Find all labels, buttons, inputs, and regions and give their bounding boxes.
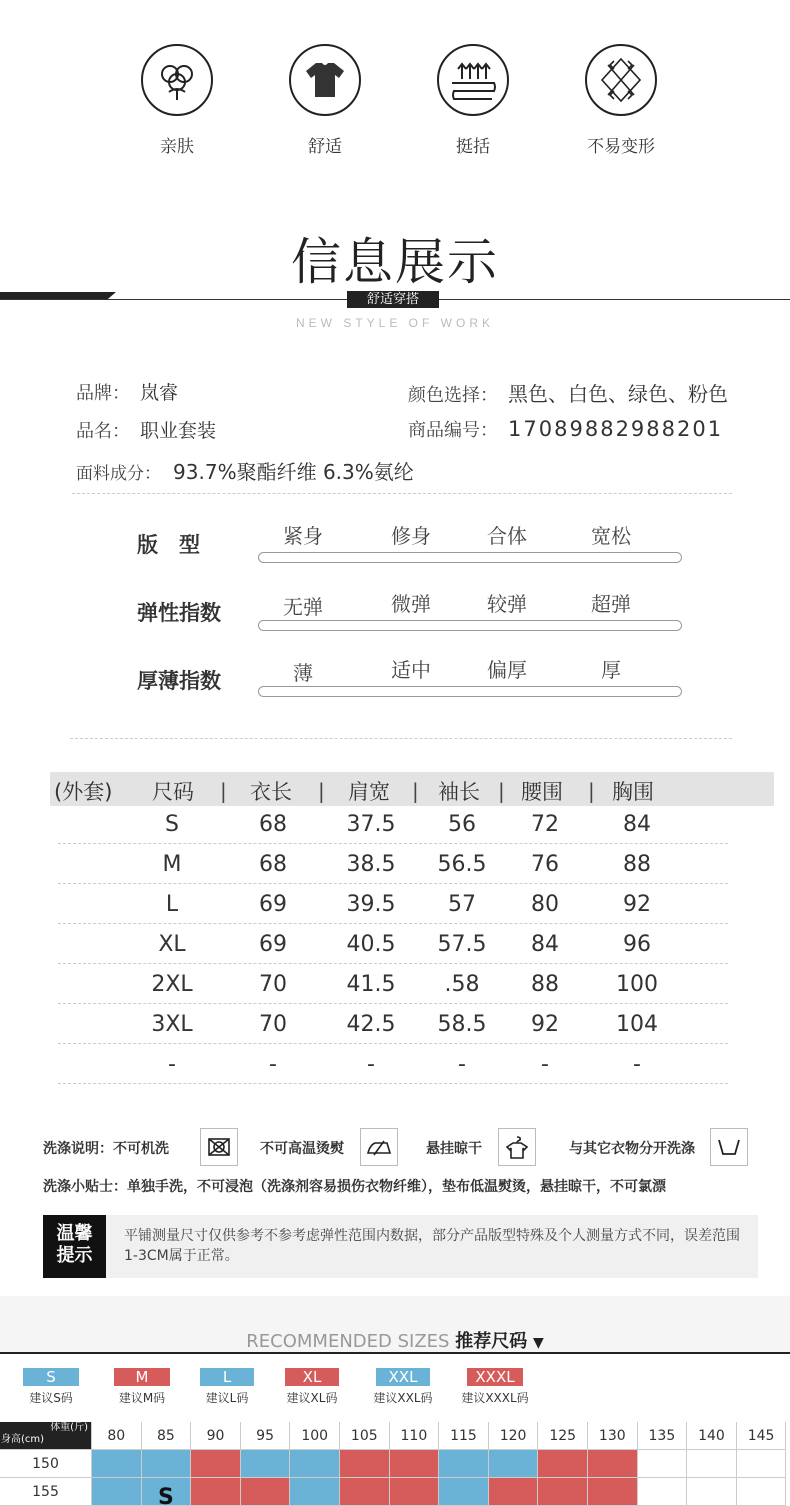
attr-divider bbox=[70, 738, 732, 739]
size-table-cell: 39.5 bbox=[346, 892, 396, 917]
feature-no-deform bbox=[561, 44, 681, 157]
size-table-cell: 100 bbox=[616, 972, 658, 997]
weight-header-cell: 110 bbox=[390, 1422, 440, 1450]
table-row-divider bbox=[58, 1043, 728, 1044]
chevron-down-icon: ▼ bbox=[532, 1335, 544, 1351]
attr-elastic-option-3: 超弹 bbox=[591, 592, 631, 616]
feature-skin-friendly bbox=[117, 44, 237, 157]
size-table-cell: 58.5 bbox=[437, 1012, 487, 1037]
size-table-cell: 2XL bbox=[151, 972, 193, 997]
size-table-cell: 56 bbox=[448, 812, 476, 837]
size-table-cell: M bbox=[162, 852, 182, 877]
grid-cell bbox=[439, 1478, 489, 1506]
grid-cell bbox=[489, 1450, 539, 1478]
notice-badge bbox=[43, 1215, 106, 1278]
size-table-cell: - bbox=[541, 1052, 549, 1077]
size-legend-item bbox=[370, 1368, 436, 1406]
grid-corner bbox=[0, 1422, 92, 1450]
size-table-cell: XL bbox=[158, 932, 186, 957]
size-table-cell: - bbox=[269, 1052, 277, 1077]
header-separator: | bbox=[220, 779, 227, 803]
header-separator: | bbox=[498, 779, 505, 803]
grid-cell bbox=[737, 1478, 787, 1506]
hang-dry-icon bbox=[498, 1128, 536, 1166]
cotton-icon bbox=[141, 44, 213, 116]
grid-cell bbox=[142, 1450, 192, 1478]
size-table-cell: 96 bbox=[623, 932, 651, 957]
size-legend-badge: XL bbox=[285, 1368, 339, 1386]
fabric-value: 93.7%聚酯纤维 6.3%氨纶 bbox=[173, 460, 414, 484]
size-table-cell: 40.5 bbox=[346, 932, 396, 957]
size-table-cell: 80 bbox=[531, 892, 559, 917]
info-divider bbox=[72, 493, 732, 494]
size-table-cell: 3XL bbox=[151, 1012, 193, 1037]
grid-cell bbox=[588, 1478, 638, 1506]
size-legend-suggest: 建议XL码 bbox=[286, 1391, 338, 1405]
attr-label-thickness: 厚薄指数 bbox=[137, 669, 221, 693]
attr-thick-option-1: 适中 bbox=[391, 658, 431, 682]
wash-tip: 洗涤小贴士：单独手洗，不可浸泡（洗涤剂容易损伤衣物纤维），垫布低温熨烫，悬挂晾干，不可氯漂 bbox=[43, 1179, 666, 1195]
feature-label: 挺括 bbox=[456, 137, 490, 157]
separate-wash-icon bbox=[710, 1128, 748, 1166]
size-legend-suggest: 建议XXL码 bbox=[373, 1391, 433, 1405]
size-legend-suggest: 建议L码 bbox=[205, 1391, 249, 1405]
color-key: 颜色选择： bbox=[408, 385, 498, 406]
section-english: NEW STYLE OF WORK bbox=[295, 316, 494, 330]
size-table-cell: 104 bbox=[616, 1012, 658, 1037]
feature-label: 不易变形 bbox=[587, 137, 655, 157]
table-row-divider bbox=[58, 923, 728, 924]
size-table-header-chest: 胸围 bbox=[612, 780, 654, 804]
size-table-cell: 68 bbox=[259, 812, 287, 837]
size-table-header-garment: (外套) bbox=[54, 780, 113, 804]
header-separator: | bbox=[412, 779, 419, 803]
size-table-cell: 72 bbox=[531, 812, 559, 837]
weight-header-cell: 105 bbox=[340, 1422, 390, 1450]
grid-cell bbox=[687, 1450, 737, 1478]
weight-header-cell: 130 bbox=[588, 1422, 638, 1450]
size-table-cell: 38.5 bbox=[346, 852, 396, 877]
size-table-cell: - bbox=[458, 1052, 466, 1077]
grid-cell bbox=[241, 1450, 291, 1478]
feature-comfortable bbox=[265, 44, 385, 157]
table-row-divider bbox=[58, 883, 728, 884]
wash-label-separate: 与其它衣物分开洗涤 bbox=[569, 1141, 695, 1157]
attr-fit-track bbox=[258, 552, 682, 563]
attr-thick-option-2: 偏厚 bbox=[487, 658, 527, 682]
attr-fit-option-0: 紧身 bbox=[283, 524, 323, 548]
size-legend-suggest: 建议XXXL码 bbox=[461, 1391, 529, 1405]
attr-fit-option-3: 宽松 bbox=[591, 524, 631, 548]
feature-label: 亲肤 bbox=[160, 137, 194, 157]
tshirt-icon bbox=[289, 44, 361, 116]
recommended-line bbox=[0, 1352, 790, 1354]
code-key: 商品编号： bbox=[408, 420, 498, 441]
weight-header-cell: 80 bbox=[92, 1422, 142, 1450]
attr-elastic-option-0: 无弹 bbox=[283, 595, 323, 619]
weight-header-cell: 85 bbox=[142, 1422, 192, 1450]
info-fabric bbox=[76, 456, 414, 485]
size-table-header-sleeve: 袖长 bbox=[438, 780, 480, 804]
size-table-header-size: 尺码 bbox=[152, 780, 194, 804]
attr-thick-track bbox=[258, 686, 682, 697]
size-table-cell: 70 bbox=[259, 972, 287, 997]
code-value: 17089882988201 bbox=[508, 417, 724, 441]
grid-cell bbox=[340, 1478, 390, 1506]
grid-cell bbox=[290, 1478, 340, 1506]
notice-text: 平铺测量尺寸仅供参考不参考虑弹性范围内数据，部分产品版型特殊及个人测量方式不同，误差范围1-3CM属于正常。 bbox=[124, 1228, 740, 1264]
size-table-cell: 42.5 bbox=[346, 1012, 396, 1037]
size-legend-badge: L bbox=[200, 1368, 254, 1386]
size-legend-item bbox=[461, 1368, 529, 1406]
size-table-cell: 57 bbox=[448, 892, 476, 917]
grid-cell bbox=[191, 1450, 241, 1478]
weight-header-cell: 95 bbox=[241, 1422, 291, 1450]
size-table-header-length: 衣长 bbox=[250, 780, 292, 804]
size-legend-badge: XXXL bbox=[467, 1368, 523, 1386]
table-row-divider bbox=[58, 843, 728, 844]
size-table-cell: 69 bbox=[259, 932, 287, 957]
grid-cell bbox=[390, 1478, 440, 1506]
grid-cell bbox=[390, 1450, 440, 1478]
recommended-title bbox=[0, 1327, 790, 1353]
grid-cell bbox=[538, 1478, 588, 1506]
size-table-cell: S bbox=[165, 812, 179, 837]
no-deform-icon bbox=[585, 44, 657, 116]
size-legend-item bbox=[108, 1368, 176, 1406]
size-legend-suggest: 建议S码 bbox=[29, 1391, 73, 1405]
info-color bbox=[408, 378, 728, 407]
grid-cell bbox=[92, 1450, 142, 1478]
size-table-cell: - bbox=[168, 1052, 176, 1077]
fabric-key: 面料成分： bbox=[76, 464, 161, 484]
weight-header-cell: 100 bbox=[290, 1422, 340, 1450]
size-table-cell: 41.5 bbox=[346, 972, 396, 997]
weight-header-cell: 145 bbox=[737, 1422, 787, 1450]
size-table-cell: 70 bbox=[259, 1012, 287, 1037]
table-row-divider bbox=[58, 1083, 728, 1084]
size-table-cell: 88 bbox=[623, 852, 651, 877]
height-row-label: 150 bbox=[0, 1450, 92, 1478]
fabric-lift-icon bbox=[437, 44, 509, 116]
size-table-cell: 84 bbox=[623, 812, 651, 837]
grid-cell bbox=[687, 1478, 737, 1506]
grid-cell bbox=[638, 1450, 688, 1478]
size-table-cell: 92 bbox=[531, 1012, 559, 1037]
grid-cell bbox=[538, 1450, 588, 1478]
notice-badge-line1: 温馨 bbox=[56, 1223, 93, 1244]
info-code bbox=[408, 416, 723, 442]
attr-elastic-option-2: 较弹 bbox=[487, 592, 527, 616]
info-name bbox=[76, 416, 216, 443]
weight-header-cell: 115 bbox=[439, 1422, 489, 1450]
grid-cell bbox=[489, 1478, 539, 1506]
weight-header-cell: 90 bbox=[191, 1422, 241, 1450]
size-legend-item bbox=[279, 1368, 345, 1406]
brand-key: 品牌： bbox=[76, 383, 130, 404]
attr-fit-option-2: 合体 bbox=[487, 524, 527, 548]
size-table-cell: 56.5 bbox=[437, 852, 487, 877]
size-table-cell: 76 bbox=[531, 852, 559, 877]
recommended-title-cn: 推荐尺码 bbox=[455, 1331, 528, 1352]
recommended-title-en: RECOMMENDED SIZES bbox=[246, 1331, 450, 1352]
size-legend-badge: M bbox=[114, 1368, 170, 1386]
attr-fit-option-1: 修身 bbox=[391, 524, 431, 548]
wash-label-no-machine: 洗涤说明：不可机洗 bbox=[43, 1141, 169, 1157]
attr-elastic-option-1: 微弹 bbox=[391, 592, 431, 616]
size-table-cell: .58 bbox=[444, 972, 480, 997]
grid-cell bbox=[340, 1450, 390, 1478]
weight-header-cell: 125 bbox=[538, 1422, 588, 1450]
weight-header-cell: 120 bbox=[489, 1422, 539, 1450]
grid-cell bbox=[638, 1478, 688, 1506]
size-table-cell: L bbox=[165, 892, 179, 917]
header-separator: | bbox=[318, 779, 325, 803]
no-machine-wash-icon bbox=[200, 1128, 238, 1166]
size-legend-suggest: 建议M码 bbox=[118, 1391, 166, 1405]
size-table-cell: 68 bbox=[259, 852, 287, 877]
color-value: 黑色、白色、绿色、粉色 bbox=[508, 382, 729, 406]
info-brand bbox=[76, 378, 178, 405]
grid-cell bbox=[737, 1450, 787, 1478]
attr-thick-option-0: 薄 bbox=[293, 661, 313, 685]
weight-header-cell: 135 bbox=[638, 1422, 688, 1450]
weight-axis-label: 体重(斤) bbox=[50, 1422, 88, 1433]
size-table-cell: 69 bbox=[259, 892, 287, 917]
size-legend-badge: XXL bbox=[376, 1368, 430, 1386]
section-title: 信息展示 bbox=[291, 233, 499, 291]
size-legend-item bbox=[17, 1368, 85, 1406]
grid-cell bbox=[191, 1478, 241, 1506]
height-axis-label: 身高(cm) bbox=[1, 1434, 45, 1445]
section-subtitle: 舒适穿搭 bbox=[347, 291, 439, 308]
attr-elastic-track bbox=[258, 620, 682, 631]
grid-cell bbox=[92, 1478, 142, 1506]
attr-label-fit: 版 型 bbox=[137, 533, 200, 557]
grid-cell bbox=[241, 1478, 291, 1506]
size-table-cell: 88 bbox=[531, 972, 559, 997]
notice-badge-line2: 提示 bbox=[56, 1245, 93, 1266]
size-table-header-waist: 腰围 bbox=[521, 780, 563, 804]
attr-label-elasticity: 弹性指数 bbox=[137, 601, 221, 625]
wash-label-no-high-iron: 不可高温烫熨 bbox=[260, 1141, 344, 1157]
size-table-cell: 37.5 bbox=[346, 812, 396, 837]
feature-crisp bbox=[413, 44, 533, 157]
table-row-divider bbox=[58, 963, 728, 964]
grid-cell bbox=[588, 1450, 638, 1478]
header-separator: | bbox=[588, 779, 595, 803]
size-table-cell: 92 bbox=[623, 892, 651, 917]
size-table-cell: - bbox=[633, 1052, 641, 1077]
no-iron-icon bbox=[360, 1128, 398, 1166]
size-legend-badge: S bbox=[23, 1368, 79, 1386]
height-row-label: 155 bbox=[0, 1478, 92, 1506]
grid-cell bbox=[439, 1450, 489, 1478]
feature-label: 舒适 bbox=[308, 137, 342, 157]
size-table-cell: 84 bbox=[531, 932, 559, 957]
name-value: 职业套装 bbox=[140, 420, 217, 442]
grid-cell: S bbox=[142, 1478, 192, 1506]
weight-header-cell: 140 bbox=[687, 1422, 737, 1450]
table-row-divider bbox=[58, 1003, 728, 1004]
name-key: 品名： bbox=[76, 421, 130, 442]
wash-label-hang-dry: 悬挂晾干 bbox=[426, 1141, 482, 1157]
attr-thick-option-3: 厚 bbox=[601, 658, 621, 682]
size-table-cell: 57.5 bbox=[437, 932, 487, 957]
size-table-cell: - bbox=[367, 1052, 375, 1077]
size-table-header-shoulder: 肩宽 bbox=[348, 780, 390, 804]
brand-value: 岚睿 bbox=[140, 382, 179, 404]
grid-cell bbox=[290, 1450, 340, 1478]
size-legend-item bbox=[194, 1368, 260, 1406]
